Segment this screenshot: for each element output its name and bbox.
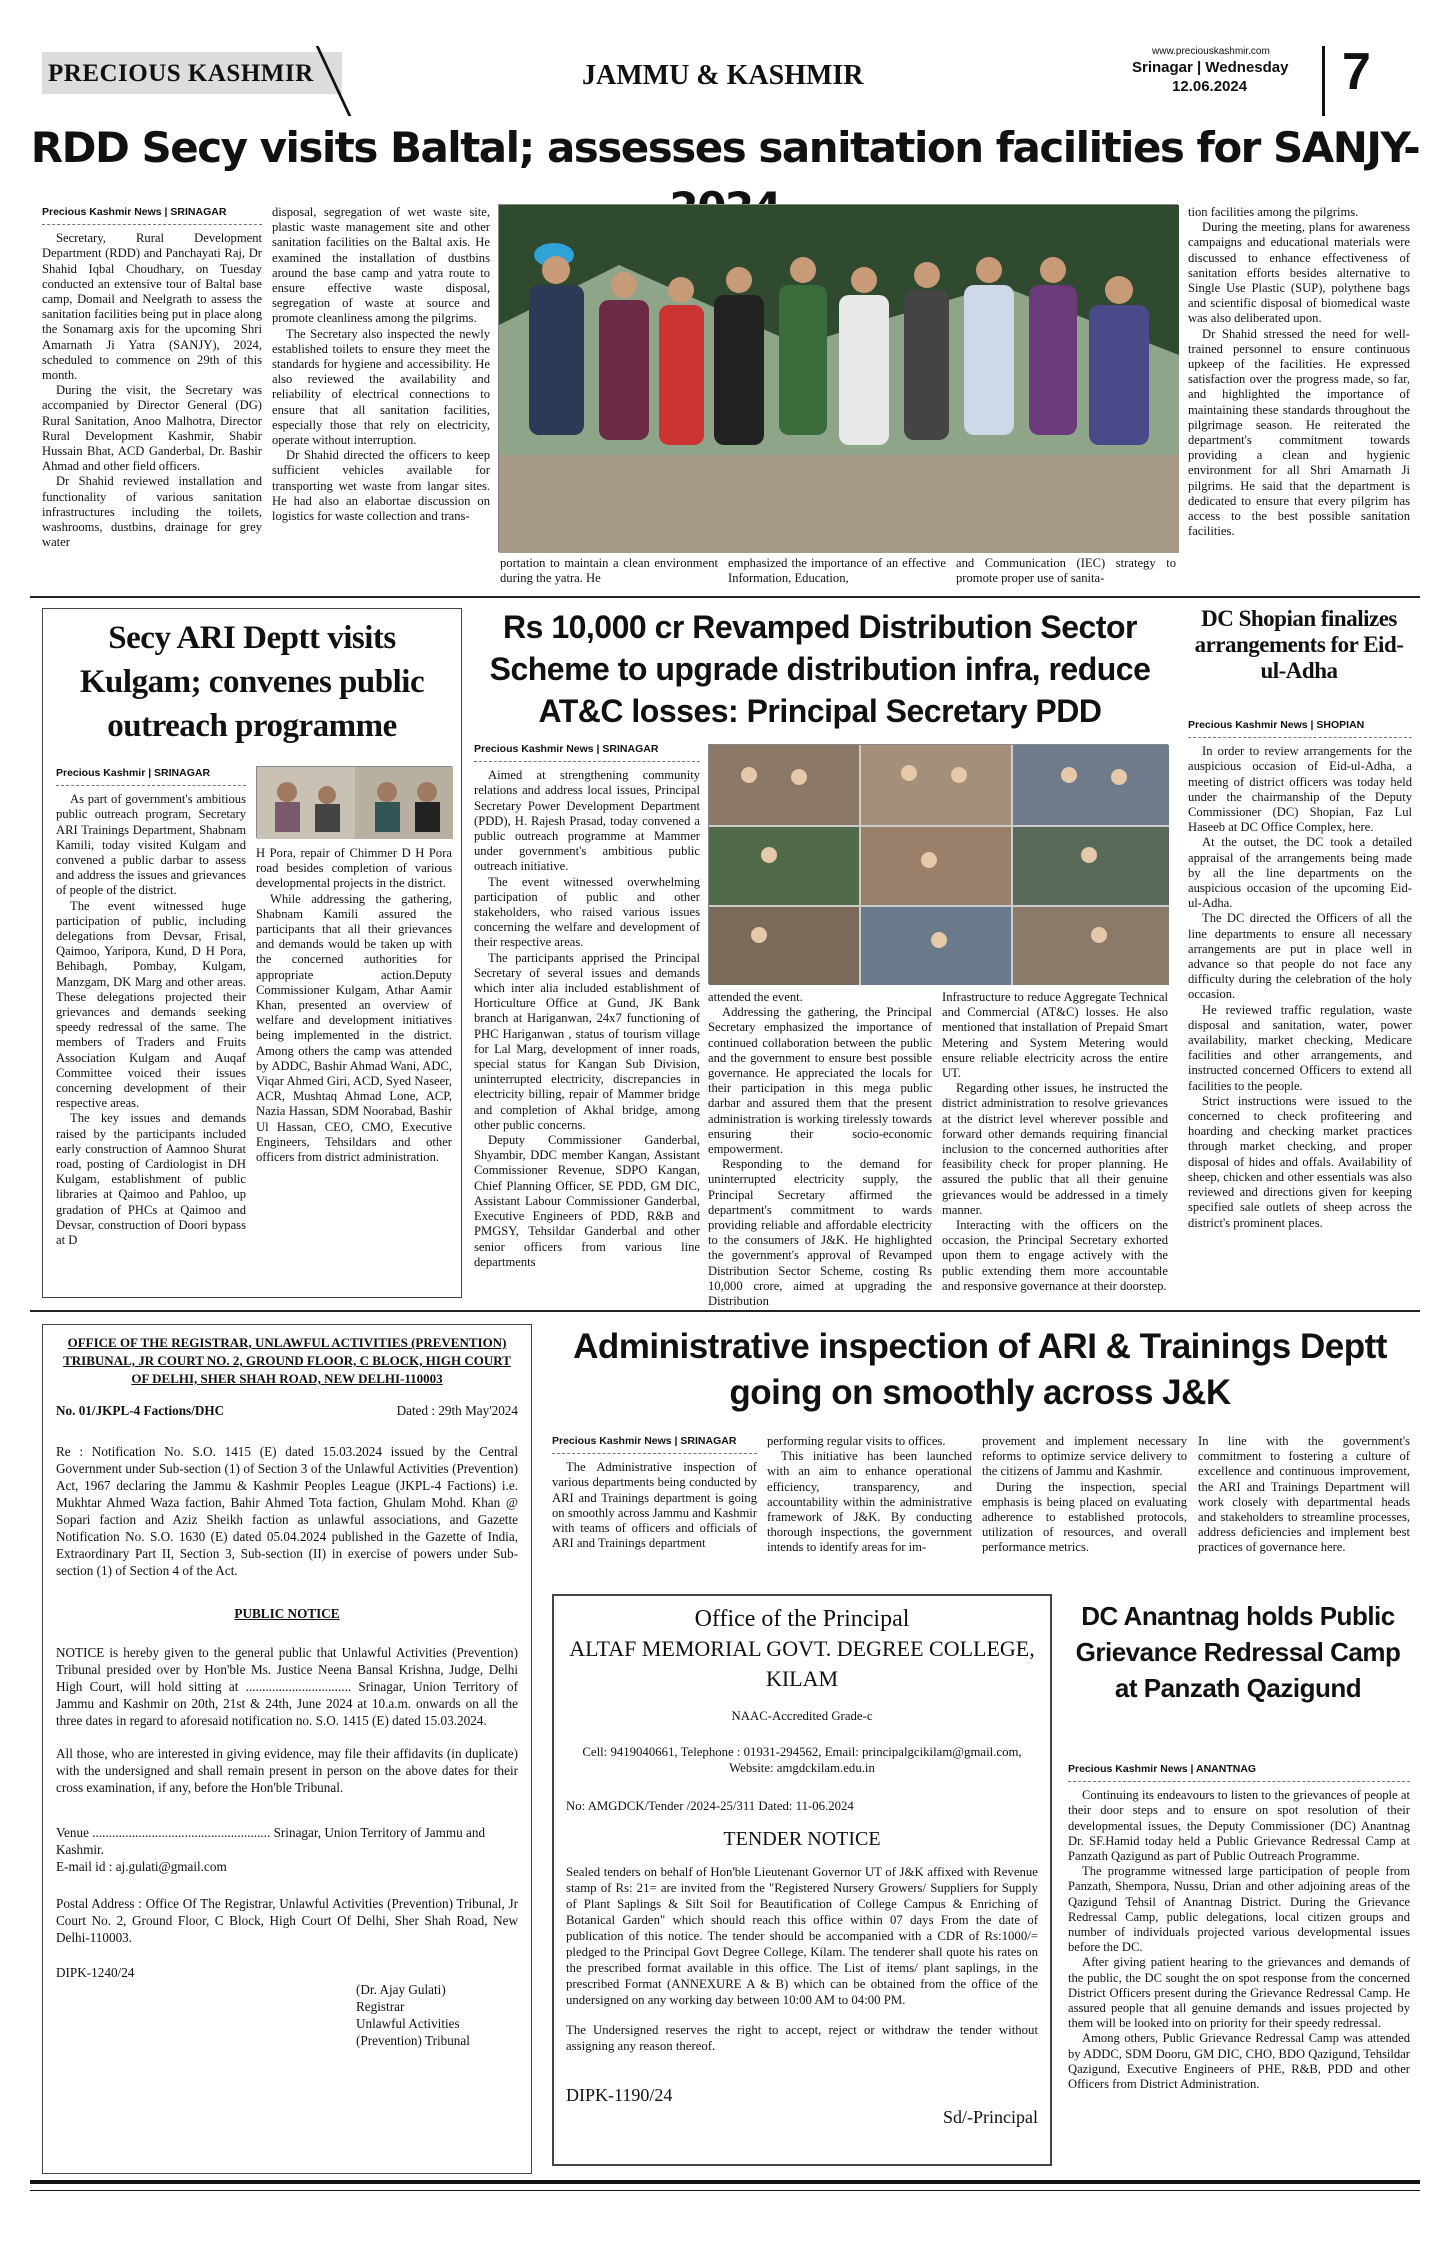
paragraph: The participants apprised the Principal Secretary of several issues and demands which inter alia included establishment of Horticulture Office at Gund, JK Bank branch at Hariganwan, 24x7 functioning of PHC Hariganwan , status of tourism village for Lal Marg, development of inner roads, special status for Kangan Sub Division, uninterrupted electricity, discrepancies in electricity billing, repair of Mammer bridge and completion of Akhal bridge, among other public concerns. (474, 950, 700, 1132)
tribunal-para2: All those, who are interested in giving evidence, may file their affidavits (in duplicate) with the undersigned and shall remain present in person on the above dates for their cross examination, if any, before the Hon'ble Tribunal. (56, 1746, 518, 1795)
paragraph: Secretary, Rural Development Department (RDD) and Panchayati Raj, Dr Shahid Iqbal Choudhary, on Tuesday conducted an extensive tour of Baltal base camp, Domail and Neelgrath to assess the sanitation facilities being put in place along the Sonamarg axis for the upcoming Shri Amarnath Ji Yatra (SANJY), 2024, scheduled to commence on 29th of this month. (42, 231, 262, 383)
paragraph: Aimed at strengthening community relations and address local issues, Principal Secretary Power Development Department (PDD), H. Rajesh Prasad, today convened a public outreach programme at Mammer under government's ambitious public outreach initiative. (474, 768, 700, 874)
tribunal-dipk: DIPK-1240/24 (56, 1965, 135, 1980)
masthead-place-date: Srinagar | Wednesday (1132, 59, 1289, 76)
paragraph: attended the event. (708, 990, 803, 1004)
tribunal-notice (56, 1334, 518, 2164)
story3-col1 (474, 742, 700, 1298)
story2-col1 (56, 766, 246, 1292)
paragraph: After giving patient hearing to the grievances and demands of the public, the DC sought the on spot response from the concerned District Officers present during the Grievance Redressal Camp. He assured people that all genuine demands and issues projected by them will be looked into on priority for their speedy redressal. (1068, 1955, 1410, 2031)
masthead-paper-name: PRECIOUS KASHMIR (48, 60, 314, 87)
story2-col2 (256, 846, 452, 1292)
story1-byline: Precious Kashmir News | SRINAGAR (42, 206, 227, 218)
paragraph: Responding to the demand for uninterrupted electricity supply, the Principal Secretary affirmed the department's commitment to wards providing reliable and affordable electricity to the consumers of J&K. He highlighted the government's approval of Revamped Distribution Sector Scheme, costing Rs 10,000 crore, aimed at upgrading the Distribution (708, 1157, 932, 1309)
paragraph: Among others, Public Grievance Redressal Camp was attended by ADDC, SDM Dooru, GM DIC, CHO, BDO Qazigund, Tehsildar Qazigund, Executive Engineers of PHE, R&B, PDD and other Officers from District Administration. (1068, 2031, 1410, 2092)
footer-rule (30, 2180, 1420, 2184)
mammer-outreach-collage (709, 745, 1169, 985)
paragraph: The event witnessed huge participation of public, including delegations from Devsar, Frisal, Qaimoo, Yaripora, Kund, D H Pora, Behibagh, Pombay, Kulgam, Manzgam, DK Marg and other areas. These delegations projected their grievances and demands seeking speedy redressal of the same. The members of Traders and Fruits Association Kulgam and Auqaf Committee voiced their issues concerning development of their respective areas. (56, 898, 246, 1111)
story5-col1 (552, 1434, 757, 1584)
tender-office: Office of the Principal (694, 1606, 910, 1632)
story3-headline: Rs 10,000 cr Revamped Distribution Sector Scheme to upgrade distribution infra, reduce AT&C losses: Principal Secretary PDD (489, 609, 1151, 729)
tribunal-re: Re : Notification No. S.O. 1415 (E) dated 15.03.2024 issued by the Central Government under Sub-section (1) of Section 3 of the Unlawful Activities (Prevention) Act, 1967 declaring the Jammu & Kashmir Peoples League (JKPL-4 Factions) i.e. Mukhtar Ahmed Waza faction, Bahir Ahmed Tota faction, Ghulam Mohd. Khan @ Sopari faction and Aziz Sheikh faction as unlawful associations, and Gazette Notification No. S.O. 1630 (E) dated 05.04.2024 published in the Gazette of India, Extraordinary Part II, Section 3, Sub-section (II) in exercise of powers under Sub-section (1) of Section 4 of the Act. (56, 1444, 518, 1578)
story6-byline: Precious Kashmir News | ANANTNAG (1068, 1763, 1257, 1775)
paragraph: At the outset, the DC took a detailed appraisal of the arrangements being made by all the line departments on the auspicious occasion of the upcoming Eid-ul-Adha. (1188, 835, 1412, 911)
tender-body2: The Undersigned reserves the right to accept, reject or withdraw the tender without assigning any reason thereof. (566, 2023, 1038, 2053)
story3-byline: Precious Kashmir News | SRINAGAR (474, 743, 659, 755)
signatory-line: (Prevention) Tribunal (356, 2033, 470, 2048)
paragraph: The Administrative inspection of various departments being conducted by ARI and Trainings department is going on smoothly across Jammu and Kashmir with teams of officers and officials of ARI and Trainings department (552, 1460, 757, 1551)
footer-rule (30, 2190, 1420, 2191)
paragraph: disposal, segregation of wet waste site, plastic waste management site and other sanitation facilities on the Baltal axis. He examined the installation of dustbins around the base camp and yatra route to ensure effective waste disposal, segregation of waste at source and promote cleanliness among the pilgrims. (272, 205, 490, 326)
paragraph: Dr Shahid reviewed installation and functionality of various sanitation infrastructures including the toilets, washrooms, dustbins, drainage for grey water (42, 474, 262, 550)
paragraph: In line with the government's commitment to fostering a culture of excellence and continuous improvement, the ARI and Trainings Department will work closely with departmental heads and stakeholders to streamline processes, address deficiencies and implement best practices of governance here. (1198, 1434, 1410, 1555)
kulgam-event-photo (257, 767, 453, 839)
paragraph: The DC directed the Officers of all the line departments to ensure all necessary arrangements are put in place well in advance so that people do not face any difficulty during the celebration of the holy occasion. (1188, 911, 1412, 1002)
story5-byline: Precious Kashmir News | SRINAGAR (552, 1435, 737, 1447)
paragraph: Deputy Commissioner Ganderbal, Shyambir, DDC member Kangan, Assistant Commissioner Revenue, SDPO Kangan, Chief Planning Officer, SE PDD, GM DIC, Assistant Labour Commissioner Ganderbal, Executive Engineers of PDD, R&B and PMGSY, Tehsildar Ganderbal and other senior officers from various line departments (474, 1133, 700, 1269)
paragraph: Continuing its endeavours to listen to the grievances of people at their door steps and to ensure on spot resolution of their developmental issues, the Deputy Commissioner (DC) Anantnag Dr. SF.Hamid today held a Public Grievance Redressal Camp at Panzath Qazigund as part of Public Outreach Programme. (1068, 1788, 1410, 1864)
story1-col-right (1188, 205, 1410, 587)
masthead-section: JAMMU & KASHMIR (582, 60, 864, 91)
story2-headline: Secy ARI Deptt visits Kulgam; convenes public outreach programme (79, 620, 425, 744)
paragraph: The key issues and demands raised by the participants included early construction of Aamnoo Shurat road, posting of Cardiologist in DH Kulgam, establishment of public libraries at Qaimoo and Pahloo, up gradation of PHCs at Qaimoo and Devsar, construction of Doori bypass at D (56, 1111, 246, 1248)
tribunal-office: OFFICE OF THE REGISTRAR, UNLAWFUL ACTIVITIES (PREVENTION) TRIBUNAL, JR COURT NO. 2, GROUND FLOOR, C BLOCK, HIGH COURT OF DELHI, SHER SHAH ROAD, NEW DELHI-110003 (63, 1335, 511, 1386)
group-photo-baltal (499, 205, 1179, 553)
paragraph: While addressing the gathering, Shabnam Kamili assured the participants that all their grievances and demands would be taken up with the concerned authorities for appropriate action.Deputy Commissioner Kulgam, Athar Aamir Khan, presented an overview of welfare and development initiatives being implemented in the district. Among others the camp was attended by ADDC, Bashir Ahmad Wani, ADC, Viqar Ahmed Giri, ACD, Syed Naseer, ACR, Mushtaq Ahmad Lone, ACP, Nazia Hassan, SDM Noorabad, Bashir Ul Hassan, CEO, CMO, Executive Engineers, Tehsildars and other officers from district administration. (256, 891, 452, 1165)
story1-headline: RDD Secy visits Baltal; assesses sanitation facilities for SANJY- (30, 123, 1420, 172)
story5-col3 (982, 1434, 1187, 1584)
story5-col4 (1198, 1434, 1410, 1584)
tribunal-ref-no: No. 01/JKPL-4 Factions/DHC (56, 1403, 225, 1418)
tender-contact: Cell: 9419040661, Telephone : 01931-294562, Email: principalgcikilam@gmail.com, Website: amgdckilam.edu.in (582, 1745, 1022, 1775)
signatory-line: Registrar (356, 1999, 405, 2014)
tender-title: TENDER NOTICE (723, 1828, 881, 1850)
tribunal-para1: NOTICE is hereby given to the general public that Unlawful Activities (Prevention) Tribunal presided over by Hon'ble Ms. Justice Neena Bansal Krishna, Judge, Delhi High Court, will hold sitting at ................................ Srinagar, Union Territory of Jammu and Kashmir on 20th, 21st & 24th, June 2024 at 10.a.m. onwards on all the three dates in regard to aforesaid notification no. S.O. 1415 (E) dated 15.03.2024. (56, 1645, 518, 1728)
tender-ref: No: AMGDCK/Tender /2024-25/311 Dated: 11-06.2024 (566, 1799, 854, 1813)
story1-under-photo-1: portation to maintain a clean environment during the yatra. He (500, 556, 718, 586)
paragraph: tion facilities among the pilgrims. (1188, 205, 1359, 219)
paragraph: The Secretary also inspected the newly established toilets to ensure they meet the standards for hygiene and accessibility. He also reviewed the availability and reliability of electrical connections to ensure that all sanitation facilities, especially those that rely on electricity, operate without interruption. (272, 326, 490, 448)
signatory-line: (Dr. Ajay Gulati) (356, 1982, 446, 1997)
paragraph: The programme witnessed large participation of people from Panzath, Shempora, Nussu, Drian and other adjoining areas of the Qazigund Tehsil of Anantnag District. During the Grievance Redressal Camp, public delegations, local citizen groups and number of individuals projected various developmental issues before the DC. (1068, 1864, 1410, 1955)
paragraph: H Pora, repair of Chimmer D H Pora road besides completion of various developmental projects in the district. (256, 846, 452, 891)
paragraph: In order to review arrangements for the auspicious occasion of Eid-ul-Adha, a meeting of district officers was today held under the chairmanship of the Deputy Commissioner (DC) Shopian, Faz Lul Haseeb at DC Office Complex, here. (1188, 744, 1412, 835)
story2-photo (256, 766, 452, 838)
story5-headline: Administrative inspection of ARI & Trainings Deptt going on smoothly across J&K (573, 1327, 1387, 1412)
story3-col3 (942, 990, 1168, 1298)
story6-headline: DC Anantnag holds Public Grievance Redressal Camp at Panzath Qazigund (1075, 1601, 1401, 1703)
tender-dipk: DIPK-1190/24 (566, 2085, 673, 2105)
paragraph: performing regular visits to offices. (767, 1434, 946, 1448)
paragraph: Infrastructure to reduce Aggregate Technical and Commercial (AT&C) losses. He also mentioned that installation of Prepaid Smart Metering and System Metering would ensure reliable electricity across the entire UT. (942, 990, 1168, 1081)
tribunal-email: E-mail id : aj.gulati@gmail.com (56, 1859, 227, 1874)
signatory-line: Unlawful Activities (356, 2016, 460, 2031)
paragraph: provement and implement necessary reforms to optimize service delivery to the citizens of Jammu and Kashmir. (982, 1434, 1187, 1479)
story5-col2 (767, 1434, 972, 1584)
masthead-website: www.preciouskashmir.com (1152, 46, 1270, 57)
paragraph: During the visit, the Secretary was accompanied by Director General (DG) Rural Sanitation, Anoo Malhotra, Director Rural Development Kashmir, Shabir Hussain Bhat, ACD Ganderbal, Dr. Bashir Ahmad and other field officers. (42, 383, 262, 474)
paragraph: The event witnessed overwhelming participation of public and other stakeholders, who raised various issues concerning the welfare and development of their respective areas. (474, 874, 700, 950)
paragraph: During the meeting, plans for awareness campaigns and educational materials were discussed to enhance effectiveness of sanitation efforts besides alternative to Single Use Plastic (SUP), polythene bags and scientific disposal of biomedical waste was also deliberated upon. (1188, 220, 1410, 326)
paragraph: As part of government's ambitious public outreach program, Secretary ARI Trainings Department, Shabnam Kamili, today visited Kulgam and convened a public darbar to assess and address the issues and grievances of people of the district. (56, 792, 246, 898)
tender-sign: Sd/-Principal (943, 2107, 1038, 2127)
divider (30, 1310, 1420, 1312)
paragraph: Interacting with the officers on the occasion, the Principal Secretary exhorted upon them to engage actively with the public extending them more accountable and responsive governance at their doorstep. (942, 1218, 1168, 1293)
story3-col2 (708, 990, 932, 1309)
story4-col (1188, 718, 1412, 1298)
tribunal-postal: Postal Address : Office Of The Registrar, Unlawful Activities (Prevention) Tribunal, Jr Court No. 2, Ground Floor, C Block, High Court Of Delhi, Sher Shah Road, New Delhi-110003. (56, 1896, 518, 1945)
tender-college: ALTAF MEMORIAL GOVT. DEGREE COLLEGE, KILAM (569, 1636, 1035, 1691)
story2-byline: Precious Kashmir | SRINAGAR (56, 767, 211, 779)
story1-under-photo-3: and Communication (IEC) strategy to promote proper use of sanita- (956, 556, 1176, 586)
tribunal-title: PUBLIC NOTICE (234, 1606, 340, 1621)
story4-byline: Precious Kashmir News | SHOPIAN (1188, 719, 1365, 731)
story4-headline: DC Shopian finalizes arrangements for Eid-ul-Adha (1194, 606, 1404, 683)
masthead-date: 12.06.2024 (1172, 78, 1248, 95)
page-number: 7 (1342, 43, 1371, 101)
divider (30, 596, 1420, 598)
paragraph: Dr Shahid stressed the need for well-trained personnel to ensure continuous upkeep of the facilities. He expressed satisfaction over the progress made, so far, and highlighted the importance of maintaining these standards throughout the pilgrimage season. He reiterated the department's commitment towards providing a clean and hygienic environment for all Shri Amarnath Ji pilgrims. He said that the department is dedicated to ensure that every pilgrim has access to the best possible sanitation facilities. (1188, 326, 1410, 539)
tender-grade: NAAC-Accredited Grade-c (731, 1709, 873, 1723)
story6-col (1068, 1762, 1410, 2168)
paragraph: During the inspection, special emphasis is being placed on evaluating adherence to established protocols, utilization of resources, and overall performance metrics. (982, 1479, 1187, 1555)
story1-under-photo-2: emphasized the importance of an effective Information, Education, (728, 556, 946, 586)
paragraph: He reviewed traffic regulation, waste disposal and sanitation, water, power availability, market checking, Medicare facilities and other arrangements, and instructed concerned Officers to extend all facilities to the people. (1188, 1002, 1412, 1093)
paragraph: Addressing the gathering, the Principal Secretary emphasized the importance of continued collaboration between the public and the government to ensure best possible governance. He appreciated the locals for their participation in this mega public darbar and assured them that the present administration is working tirelessly towards ensuring their socio-economic empowerment. (708, 1005, 932, 1157)
tender-body: Sealed tenders on behalf of Hon'ble Lieutenant Governor UT of J&K affixed with Revenue stamp of Rs: 21= are invited from the "Registered Nursery Growers/ Suppliers for Supply of Plant Saplings & Silt Soil for Beautification of College Campus & Enriching of Botanical Garden" which should reach this office within 07 days From the date of publication of this notice. The tender should be accompanied with a CDR of Rs:1000/= pledged to the Principal Govt Degree College, Kilam. The tenderer shall quote his rates on the prescribed format available in this office. The List of items/ plant saplings, in the prescribed Format (ANNEXURE A & B) which can be obtained from the office of the undersigned on any working day between 10:00 AM to 04:00 PM. (566, 1865, 1038, 2007)
paragraph: Strict instructions were issued to the concerned to check profiteering and hoarding and checking market practices through market checking, and proper disposal of hides and offals. Availability of sheep, chicken and other essentials was also reviewed and directions given for keeping specified sale outlets of sheep across the district's prominent places. (1188, 1093, 1412, 1230)
paragraph: Regarding other issues, he instructed the district administration to resolve grievances at the district level wherever possible and forward other demands requiring financial inclusion to the concerned authorities after feasibility check for proper planning. He assured the public that all their genuine grievances would be addressed in a timely manner. (942, 1081, 1168, 1217)
masthead-divider (1322, 46, 1325, 116)
tribunal-signatory (356, 1981, 518, 2049)
story1-col1 (42, 205, 262, 585)
paragraph: Dr Shahid directed the officers to keep sufficient vehicles available for transporting wet waste from langar sites. He had also an elabortae discussion on logistics for waste collection and trans- (272, 448, 490, 524)
tribunal-venue: Venue ...................................................... Srinagar, Union Territory of Jammu and Kashmir. (56, 1825, 486, 1857)
tribunal-dated: Dated : 29th May'2024 (396, 1403, 518, 1418)
story1-col2 (272, 205, 490, 585)
masthead (42, 42, 1412, 112)
tender-notice (566, 1604, 1038, 2156)
paragraph: This initiative has been launched with an aim to enhance operational efficiency, transparency, and accountability within the administrative framework of J&K. By conducting thorough inspections, the government intends to identify areas for im- (767, 1449, 972, 1555)
story3-photo-collage (708, 744, 1168, 984)
story1-photo (498, 204, 1178, 552)
